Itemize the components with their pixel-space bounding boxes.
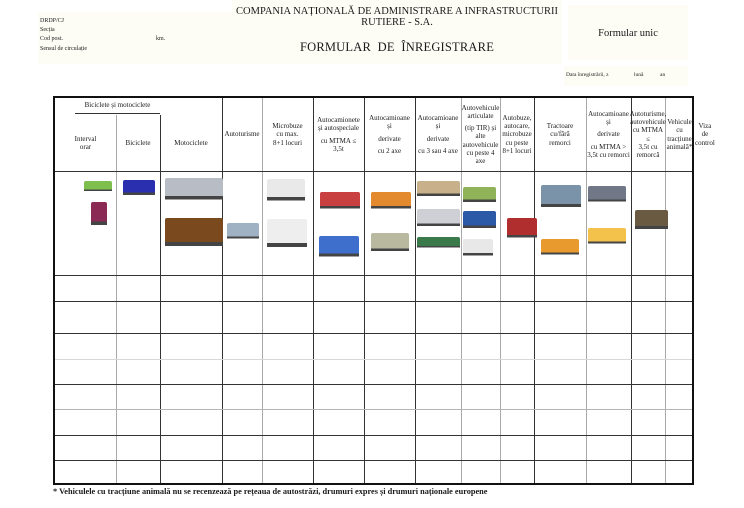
column-header-line: 3,5t bbox=[333, 144, 344, 153]
column-header-line: 3,5t cu bbox=[638, 142, 658, 151]
timber-truck-icon bbox=[417, 181, 460, 199]
minibus-icon bbox=[227, 223, 259, 242]
column-header-line: animală* bbox=[666, 142, 693, 151]
header-location-box bbox=[38, 12, 233, 64]
city-bus-icon bbox=[463, 187, 496, 205]
company-name bbox=[232, 6, 562, 28]
header-title-box bbox=[232, 0, 562, 64]
column-header-line: (tip TIR) și bbox=[464, 124, 497, 133]
registration-date-box bbox=[564, 66, 688, 86]
column-header-tractors bbox=[535, 98, 585, 171]
column-header-control-visa bbox=[695, 98, 715, 171]
row-divider bbox=[55, 301, 692, 302]
column-header-motorcycles bbox=[161, 115, 221, 171]
column-header-line: Interval bbox=[74, 134, 97, 143]
column-header-line: și bbox=[435, 122, 441, 131]
tractor-icon bbox=[507, 218, 537, 242]
km-label: km. bbox=[156, 36, 166, 42]
registration-table bbox=[53, 96, 715, 485]
column-header-line: control bbox=[695, 138, 715, 147]
column-header-line: derivate bbox=[597, 130, 620, 139]
section-label: Secția bbox=[40, 27, 55, 33]
column-header-minibuses bbox=[263, 98, 312, 171]
column-header-line: Microbuze bbox=[272, 122, 303, 131]
header-bottom-line bbox=[55, 171, 692, 172]
truck-blue-icon bbox=[319, 236, 359, 261]
column-header-interval bbox=[56, 115, 115, 171]
column-header-line: Autocamioane bbox=[588, 109, 629, 118]
column-header-line: Autovehicule bbox=[461, 103, 500, 112]
column-header-line: articulate bbox=[467, 111, 494, 120]
motorcycle-icon bbox=[123, 180, 155, 198]
column-header-line: orar bbox=[79, 143, 92, 151]
header-bikes-motorcycles-group: Biciclete și motociclete bbox=[84, 101, 151, 110]
company-name-line2: RUTIERE - S.A. bbox=[361, 17, 433, 28]
column-header-line: Motociclete bbox=[174, 138, 208, 147]
column-header-line: cu peste 4 bbox=[466, 148, 495, 157]
column-header-line: Autobuze, bbox=[502, 113, 532, 122]
truck-2-axles-icon bbox=[320, 192, 360, 212]
column-header-line: derivate bbox=[378, 134, 401, 143]
column-header-line: cu bbox=[676, 126, 683, 135]
column-header-line: și bbox=[387, 122, 392, 131]
column-header-line: Autocamionete bbox=[317, 116, 360, 125]
sedan-icon bbox=[165, 178, 223, 204]
column-header-line: Autoturisme, bbox=[629, 109, 667, 118]
suv-icon bbox=[165, 218, 223, 252]
van-with-trailer-icon bbox=[588, 228, 626, 247]
column-header-line: și autospeciale bbox=[317, 124, 359, 133]
column-header-line: alte bbox=[475, 132, 486, 141]
row-divider bbox=[55, 409, 692, 410]
coach-icon bbox=[463, 211, 496, 232]
column-header-cars-trailers bbox=[629, 98, 667, 171]
column-header-line: Autocamioane bbox=[417, 114, 459, 123]
row-divider bbox=[55, 384, 692, 385]
column-header-line: microbuze bbox=[502, 130, 532, 139]
horse-cart-icon bbox=[635, 210, 668, 233]
column-header-line: Biciclete bbox=[125, 138, 151, 147]
minibus-large-icon bbox=[463, 239, 493, 259]
column-header-line: cu MTMA > bbox=[590, 142, 627, 151]
date-year-label: an bbox=[660, 72, 666, 78]
dump-truck-icon bbox=[371, 192, 411, 212]
date-day-label: Data înregistrării, z bbox=[566, 72, 609, 78]
row-divider bbox=[55, 359, 692, 360]
road-train-icon bbox=[541, 239, 579, 258]
column-header-line: cu/fără bbox=[550, 130, 570, 139]
bicycle-icon bbox=[84, 181, 112, 193]
tanker-truck-icon bbox=[371, 233, 409, 255]
row-divider bbox=[55, 333, 692, 334]
column-header-line: cu max. bbox=[276, 130, 299, 139]
column-header-line: Vehicule bbox=[667, 118, 692, 127]
column-header-line: cu 3 sau 4 axe bbox=[418, 146, 458, 155]
van-icon bbox=[267, 219, 307, 253]
column-header-line: remorci bbox=[549, 138, 571, 147]
column-header-line: 8+1 locuri bbox=[272, 138, 303, 147]
column-header-articulated bbox=[462, 98, 499, 171]
column-header-buses bbox=[501, 98, 533, 171]
column-header-line: cu peste bbox=[505, 138, 529, 147]
column-header-animal-drawn bbox=[666, 98, 693, 171]
company-name-line1: COMPANIA NAȚIONALĂ DE ADMINISTRARE A INFRASTRUCTURII bbox=[236, 6, 558, 17]
column-header-line: cu 2 axe bbox=[377, 146, 402, 155]
column-header-line: Autoturisme bbox=[224, 130, 260, 139]
column-header-trucks-trailers bbox=[587, 98, 630, 171]
column-header-trucks-2-axles bbox=[365, 98, 414, 171]
column-header-line: 3,5t cu remorci bbox=[587, 150, 630, 159]
row-divider bbox=[55, 460, 692, 461]
semi-trailer-icon bbox=[417, 209, 460, 230]
column-header-line: autovehicule bbox=[462, 140, 499, 149]
column-header-trucks-3-4-axles bbox=[416, 98, 460, 171]
scooter-icon bbox=[91, 202, 107, 230]
row-divider bbox=[55, 435, 692, 436]
column-header-line: derivate bbox=[426, 134, 450, 143]
column-header-line: remorcă bbox=[636, 150, 660, 159]
column-header-line: tracțiune bbox=[667, 134, 692, 143]
row-divider bbox=[55, 275, 692, 276]
date-month-label: lună bbox=[634, 72, 644, 78]
column-header-light-trucks bbox=[314, 98, 363, 171]
form-title: FORMULAR DE ÎNREGISTRARE bbox=[299, 40, 495, 54]
column-header-cars bbox=[223, 98, 261, 171]
car-with-trailer-icon bbox=[588, 186, 626, 205]
box-van-icon bbox=[267, 179, 305, 205]
column-header-line: și bbox=[606, 118, 611, 127]
column-header-line: cu MTMA ≤ bbox=[632, 126, 664, 143]
form-type-box bbox=[568, 5, 688, 60]
truck-with-trailer-icon bbox=[541, 185, 581, 212]
post-code-label: Cod post. bbox=[40, 36, 64, 42]
drdp-label: DRDP/CJ bbox=[40, 18, 65, 24]
column-header-bicycles bbox=[117, 115, 159, 171]
footnote: * Vehiculele cu tracțiune animală nu se recenzează pe rețeaua de autostrăzi, drumuri expres și drumuri naționale europene bbox=[53, 487, 488, 496]
column-header-line: autocare, bbox=[504, 122, 530, 131]
form-type-label: Formular unic bbox=[598, 28, 658, 39]
column-header-line: cu MTMA ≤ bbox=[320, 136, 357, 145]
column-header-line: autovehicule bbox=[630, 118, 666, 127]
column-header-line: Autocamioane bbox=[369, 114, 410, 123]
direction-label: Sensul de circulație bbox=[40, 46, 87, 52]
column-header-line: Viza de bbox=[698, 122, 712, 139]
column-header-line: axe bbox=[475, 157, 486, 165]
group-header-divider bbox=[75, 113, 160, 114]
column-header-line: 8+1 locuri bbox=[502, 146, 532, 155]
column-header-line: Tractoare bbox=[546, 122, 574, 131]
lowboy-trailer-icon bbox=[417, 237, 460, 250]
